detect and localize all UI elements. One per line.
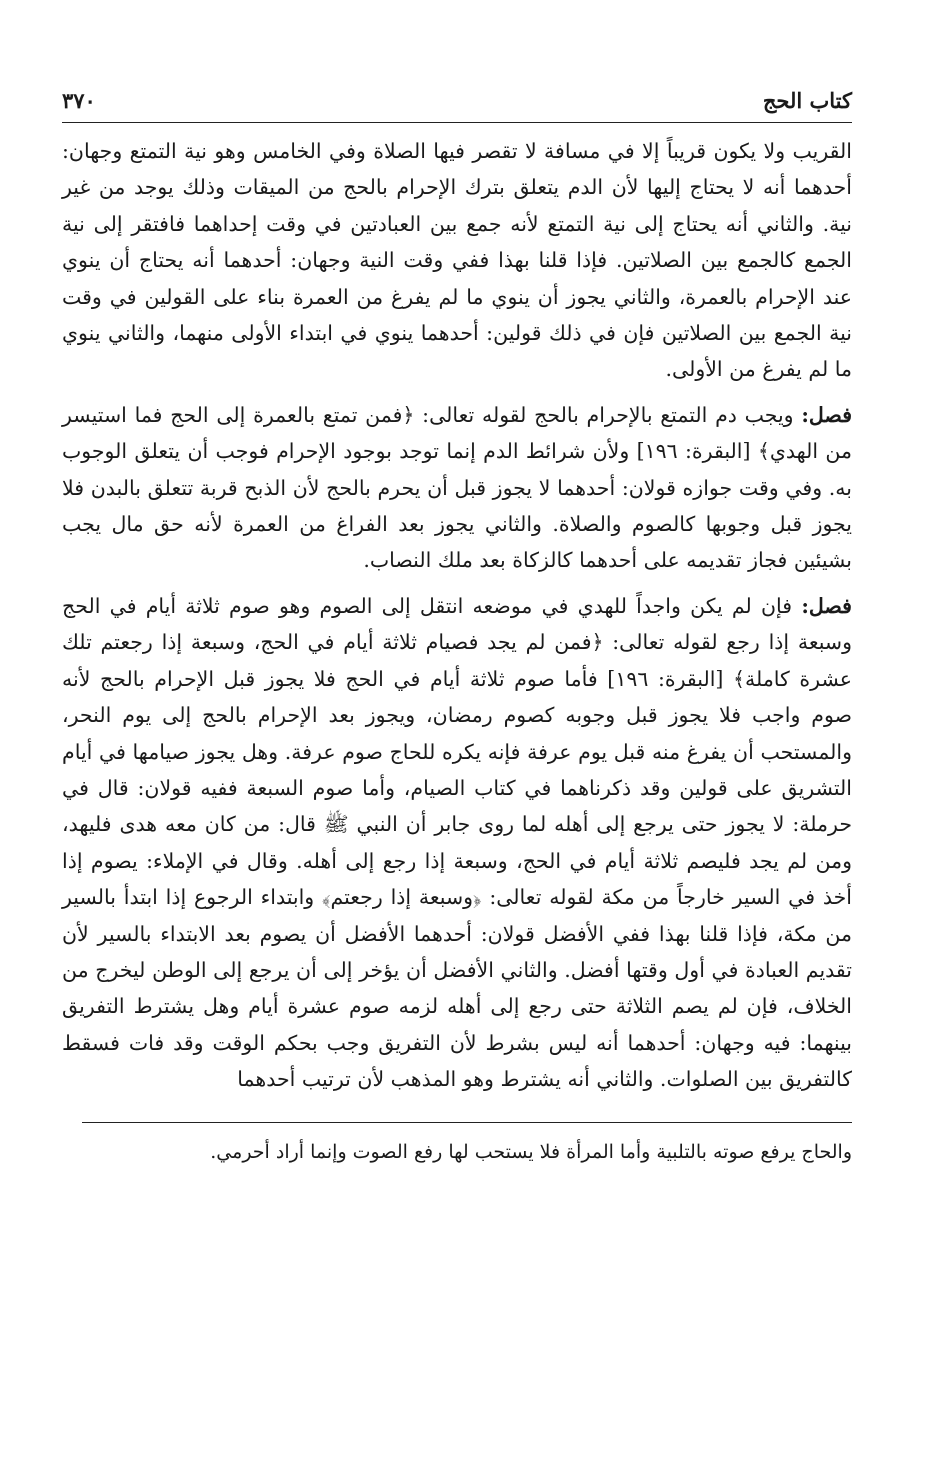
section-label: فصل: [801, 402, 852, 427]
paragraph-2 [62, 397, 852, 579]
book-page [62, 88, 852, 1167]
header-rule [62, 122, 852, 123]
running-head [62, 88, 852, 122]
paragraph-2-text: ويجب دم التمتع بالإحرام بالحج لقوله تعالى: ﴿فمن تمتع بالعمرة إلى الحج فما استيسر من الهدي﴾ [البقرة: ١٩٦] ولأن شرائط الدم إنما توجد بوجود الإحرام فوجب أن يتعلق الوجوب به. وفي وقت جوازه قولان: أحدهما لا يجوز قبل أن يحرم بالحج لأن الذبح قربة تتعلق بالبدن فلا يجوز قبل وجوبها كالصوم والصلاة. والثاني يجوز بعد الفراغ من العمرة لأنه حق مال يجب بشيئين فجاز تقديمه على أحدهما كالزكاة بعد ملك النصاب. [62, 402, 852, 573]
paragraph-3-text: فإن لم يكن واجداً للهدي في موضعه انتقل إلى الصوم وهو صوم ثلاثة أيام في الحج وسبعة إذا رجع لقوله تعالى: ﴿فمن لم يجد فصيام ثلاثة أيام في الحج، وسبعة إذا رجعتم تلك عشرة كاملة﴾ [البقرة: ١٩٦] فأما صوم ثلاثة أيام في الحج فلا يجوز قبل الإحرام بالحج لأنه صوم واجب فلا يجوز قبل وجوبه كصوم رمضان، ويجوز بعد الإحرام بالحج إلى يوم النحر، والمستحب أن يفرغ منه قبل يوم عرفة فإنه يكره للحاج صوم عرفة. وهل يجوز صيامها في أيام التشريق على قولين وقد ذكرناهما في كتاب الصيام، وأما صوم السبعة ففيه قولان: قال في حرملة: لا يجوز حتى يرجع إلى أهله لما روى جابر أن النبي ﷺ قال: من كان معه هدى فليهد، ومن لم يجد فليصم ثلاثة أيام في الحج، وسبعة إذا رجع إلى أهله. وقال في الإملاء: يصوم إذا أخذ في السير خارجاً من مكة لقوله تعالى: ﴿وسبعة إذا رجعتم﴾ وابتداء الرجوع إذا ابتدأ بالسير من مكة، فإذا قلنا بهذا ففي الأفضل قولان: أحدهما الأفضل أن يصوم بعد الابتداء بالسير لأن تقديم العبادة في أول وقتها أفضل. والثاني الأفضل أن يؤخر إلى أن يرجع إلى الوطن ليخرج من الخلاف، فإن لم يصم الثلاثة حتى رجع إلى أهله لزمه صوم عشرة أيام وهل يشترط التفريق بينهما: فيه وجهان: أحدهما أنه ليس بشرط لأن التفريق وجب بحكم الوقت وقد فات فسقط كالتفريق بين الصلوات. والثاني أنه يشترط وهو المذهب لأن ترتيب أحدهما [62, 593, 852, 1092]
section-label: فصل: [801, 593, 852, 618]
paragraph-3 [62, 588, 852, 1098]
footnote-rule [82, 1122, 852, 1123]
footnote: والحاج يرفع صوته بالتلبية وأما المرأة فلا يستحب لها رفع الصوت وإنما أراد أحرمي. [210, 1140, 852, 1163]
page-number: ٣٧٠ [62, 88, 96, 113]
paragraph-1 [62, 133, 852, 388]
book-title: كتاب الحج [762, 88, 852, 113]
paragraph-1-text: القريب ولا يكون قريباً إلا في مسافة لا تقصر فيها الصلاة وفي الخامس وهو نية التمتع وجهان: أحدهما أنه لا يحتاج إليها لأن الدم يتعلق بترك الإحرام بالحج من الميقات وذلك يوجد من غير نية. والثاني أنه يحتاج إلى نية التمتع لأنه جمع بين العبادتين في وقت إحداهما فافتقر إلى نية الجمع كالجمع بين الصلاتين. فإذا قلنا بهذا ففي وقت النية وجهان: أحدهما أنه يحتاج أن ينوي عند الإحرام بالعمرة، والثاني يجوز أن ينوي ما لم يفرغ من العمرة بناء على القولين في وقت نية الجمع بين الصلاتين فإن في ذلك قولين: أحدهما ينوي في ابتداء الأولى منهما، والثاني ينوي ما لم يفرغ من الأولى. [62, 139, 852, 382]
